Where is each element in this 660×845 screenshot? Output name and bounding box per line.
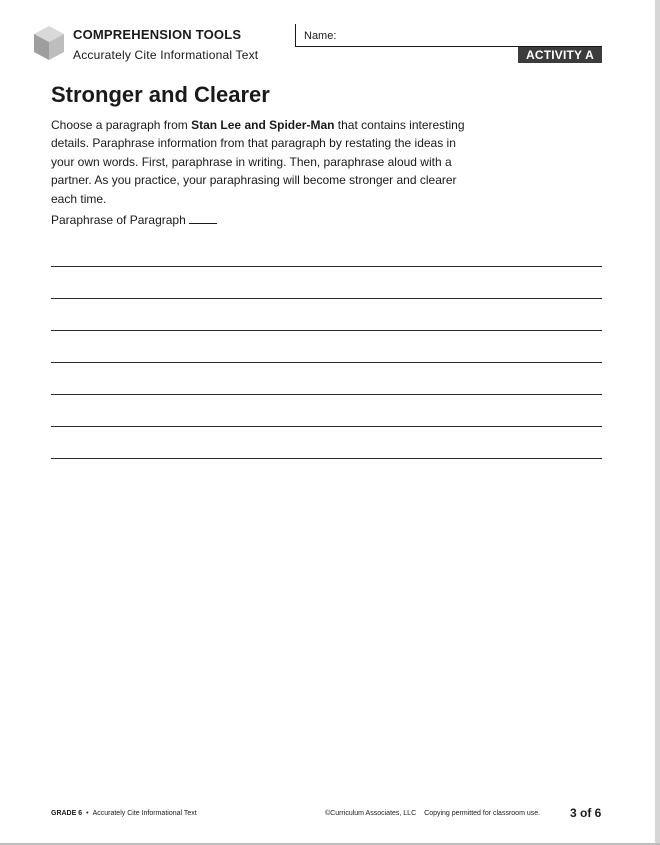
footer-bullet: • bbox=[86, 810, 89, 817]
book-title: Stan Lee and Spider-Man bbox=[191, 118, 335, 132]
instructions-paragraph bbox=[51, 116, 481, 208]
footer-permission: Copying permitted for classroom use. bbox=[424, 810, 541, 817]
footer-right bbox=[325, 810, 540, 817]
page-number: 3 of 6 bbox=[570, 806, 602, 820]
paraphrase-label: Paraphrase of Paragraph bbox=[51, 213, 186, 227]
brand-title: COMPREHENSION TOOLS bbox=[73, 27, 242, 42]
page-title: Stronger and Clearer bbox=[51, 82, 270, 107]
writing-line[interactable] bbox=[51, 266, 602, 267]
cube-icon bbox=[32, 24, 66, 62]
name-divider bbox=[295, 24, 296, 46]
writing-line[interactable] bbox=[51, 298, 602, 299]
writing-line[interactable] bbox=[51, 426, 602, 427]
footer-left bbox=[51, 810, 197, 817]
footer-subject: Accurately Cite Informational Text bbox=[92, 810, 197, 817]
paragraph-number-blank[interactable] bbox=[189, 213, 217, 224]
viewer-scroll-edge bbox=[655, 0, 660, 845]
footer-copyright: ©Curriculum Associates, LLC bbox=[325, 810, 417, 817]
instructions-text-1: Choose a paragraph from bbox=[51, 118, 192, 132]
instructions-text-2: that contains interesting details. Paraphrase information from that paragraph by restating the ideas in your own words. First, paraphrase in writing. Then, paraphrase aloud with a partner. As you practice, your paraphrasing will become stronger and clearer each time. bbox=[51, 118, 465, 206]
writing-line[interactable] bbox=[51, 394, 602, 395]
brand-subtitle: Accurately Cite Informational Text bbox=[73, 48, 259, 62]
activity-badge: ACTIVITY A bbox=[518, 47, 602, 63]
footer-grade: GRADE 6 bbox=[51, 810, 83, 817]
writing-line[interactable] bbox=[51, 458, 602, 459]
name-label: Name: bbox=[304, 30, 337, 42]
writing-line[interactable] bbox=[51, 330, 602, 331]
writing-line[interactable] bbox=[51, 362, 602, 363]
paraphrase-prompt bbox=[51, 213, 217, 227]
